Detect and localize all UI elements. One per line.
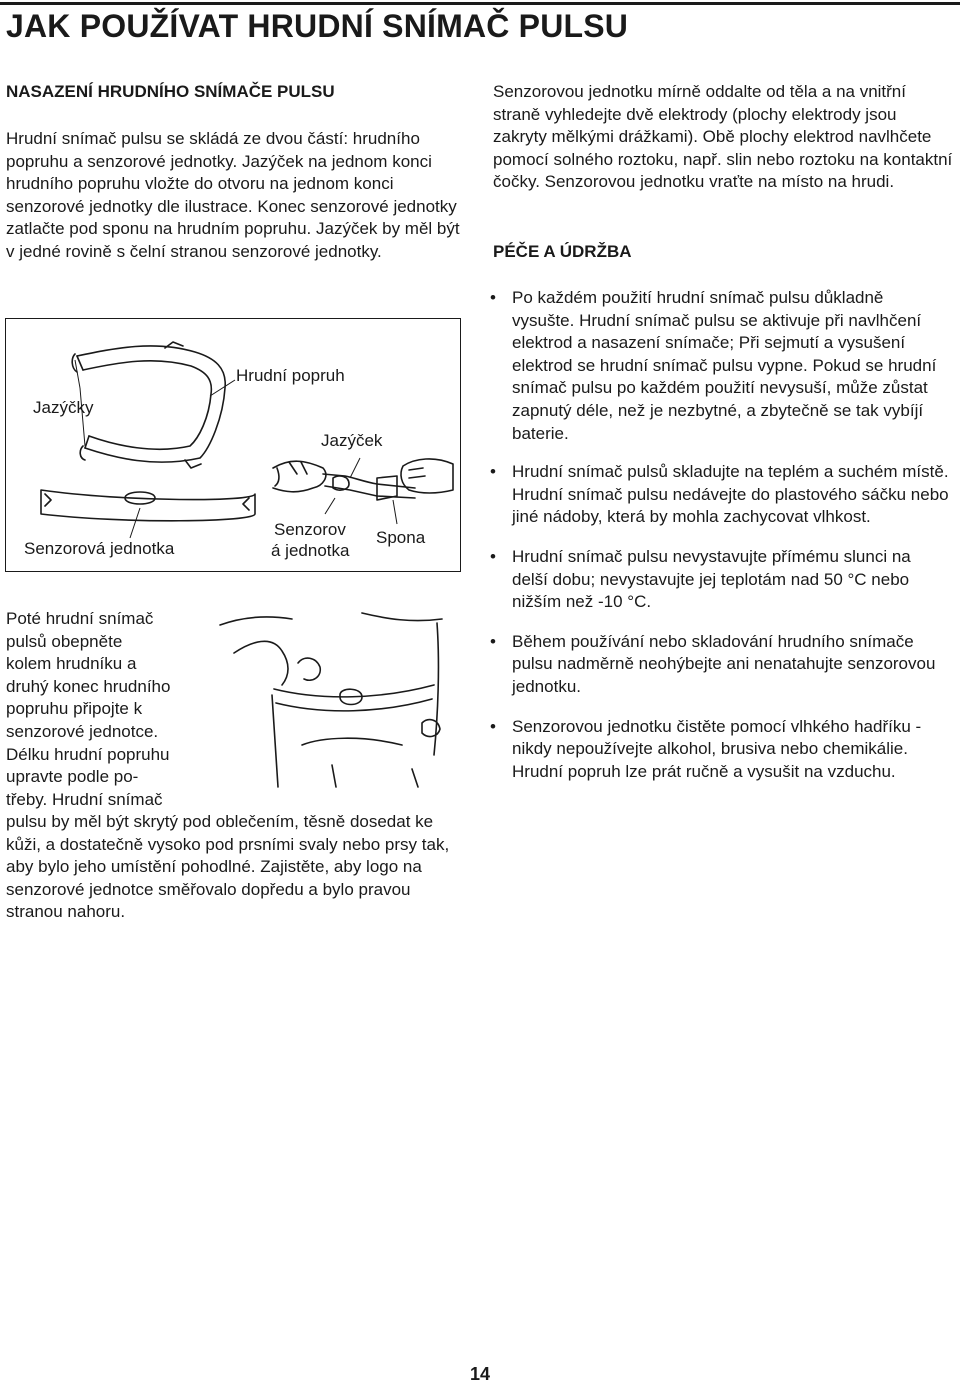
label-sensor-unit-right-line2: á jednotka bbox=[271, 541, 350, 560]
torso-hand bbox=[298, 658, 320, 680]
left-hand bbox=[273, 461, 326, 492]
wrap-instructions-rest: pulsu by měl být skrytý pod oblečením, těsně dosedat ke kůži, a dostatečně vysoko pod prsními svaly nebo prsy tak, aby bylo jeho umístění pohodlné. Zajistěte, aby logo na senzorové jednotce směřovalo dopředu a bylo pravou stranou nahoru. bbox=[6, 812, 450, 922]
care-item bbox=[490, 461, 950, 529]
care-list bbox=[490, 287, 950, 801]
label-tabs: Jazýčky bbox=[33, 398, 94, 417]
care-item bbox=[490, 631, 950, 699]
label-strap: Hrudní popruh bbox=[236, 366, 345, 385]
attach-instructions: Hrudní snímač pulsu se skládá ze dvou částí: hrudního popruhu a senzorové jednotky. Jazýček na jednom konci hrudního popruhu vložte do otvoru na jednom konci senzorové jednotky dle ilustrace. Konec senzorové jednotky zatlačte pod sponu na hrudním popruhu. Jazýček by měl být v jedné rovině s čelní stranou senzorové jednotky. bbox=[6, 129, 460, 261]
label-sensor-unit: Senzorová jednotka bbox=[24, 539, 175, 558]
torso-abdomen bbox=[302, 738, 402, 745]
section-heading-care: PÉČE A ÚDRŽBA bbox=[493, 242, 632, 261]
torso-side-left bbox=[272, 695, 278, 787]
wrap-line: senzorové jednotce. bbox=[6, 721, 159, 741]
bullet-dot: • bbox=[490, 288, 496, 307]
wrap-line: upravte podle po- bbox=[6, 767, 139, 787]
care-item bbox=[490, 716, 950, 784]
wrap-line: druhý konec hrudního bbox=[6, 676, 171, 696]
care-item-text: Hrudní snímač pulsů skladujte na teplém a suchém místě. Hrudní snímač pulsu nedávejte do plastového sáčku nebo jiné nádoby, která by mohla zachycovat vlhkost. bbox=[512, 462, 949, 527]
label-buckle: Spona bbox=[376, 528, 426, 547]
wrap-line: Délku hrudní popruhu bbox=[6, 744, 170, 764]
bullet-dot: • bbox=[490, 716, 496, 736]
wrap-line: popruhu připojte k bbox=[6, 699, 143, 719]
strap-outer-line bbox=[77, 346, 225, 462]
wrap-instructions-narrow bbox=[6, 608, 206, 811]
care-item-text: Po každém použití hrudní snímač pulsu důkladně vysušte. Hrudní snímač pulsu se aktivuje při navlhčení elektrod a nasazení snímače; Při sejmutí a vysušení elektrod se hrudní snímač pulsu vypne. Pokud se hrudní snímač pulsu po každém použití nevysuší, může zůstat zapnutý déle, než je nezbytné, a zbytečně se tak vybíjí baterie. bbox=[512, 288, 937, 443]
torso-illustration bbox=[212, 605, 462, 795]
sensor-unit-shape bbox=[41, 490, 255, 521]
wrap-line: pulsů obepněte bbox=[6, 631, 123, 651]
strap-top bbox=[274, 685, 434, 697]
care-item-text: Senzorovou jednotku čistěte pomocí vlhkého hadříku - nikdy nepoužívejte alkohol, brusiva nebo chemikálie. Hrudní popruh lze prát ručně a vysušit na vzduchu. bbox=[512, 716, 922, 781]
wrap-line: Poté hrudní snímač bbox=[6, 609, 154, 628]
strap-leader bbox=[210, 380, 235, 396]
tab-leader bbox=[350, 458, 360, 478]
torso-shoulder-right bbox=[362, 613, 442, 621]
wrap-line: třeby. Hrudní snímač bbox=[6, 789, 163, 809]
sensor-unit-leader bbox=[130, 508, 140, 538]
top-rule bbox=[0, 2, 960, 5]
section-heading-attach: NASAZENÍ HRUDNÍHO SNÍMAČE PULSU bbox=[6, 82, 335, 101]
care-item-text: Během používání nebo skladování hrudního snímače pulsu nadměrně neohýbejte ani nenatahujte senzorovou jednotku. bbox=[512, 631, 936, 696]
wrap-line: kolem hrudníku a bbox=[6, 654, 137, 674]
care-item bbox=[490, 287, 950, 445]
sensor-unit-right-leader bbox=[325, 498, 335, 514]
bullet-dot: • bbox=[490, 462, 496, 482]
torso-hand-right bbox=[422, 720, 440, 737]
buckle-leader bbox=[393, 500, 397, 524]
page-number: 14 bbox=[469, 1364, 491, 1384]
page-title: JAK POUŽÍVAT HRUDNÍ SNÍMAČ PULSU bbox=[6, 8, 629, 44]
care-item-text: Hrudní snímač pulsu nevystavujte přímému slunci na delší dobu; nevystavujte jej teplotám nad 50 °C nebo nižším než -10 °C. bbox=[512, 546, 911, 612]
label-sensor-unit-right-line1: Senzorov bbox=[274, 520, 346, 539]
bullet-dot: • bbox=[490, 546, 496, 566]
label-tab: Jazýček bbox=[321, 431, 383, 450]
bullet-dot: • bbox=[490, 631, 496, 651]
torso-arm-left bbox=[220, 617, 292, 625]
care-item bbox=[490, 546, 950, 614]
strap-inner-line bbox=[83, 361, 211, 450]
torso-arm-bend bbox=[234, 641, 288, 685]
electrode-instructions: Senzorovou jednotku mírně oddalte od těla a na vnitřní straně vyhledejte dvě elektrody (plochy elektrody jsou zakryty mělkými drážkami). Obě plochy elektrod navlhčete pomocí solného roztoku, např. slin nebo roztoku na kontaktní čočky. Senzorovou jednotku vraťte na místo na hrudi. bbox=[493, 82, 953, 192]
